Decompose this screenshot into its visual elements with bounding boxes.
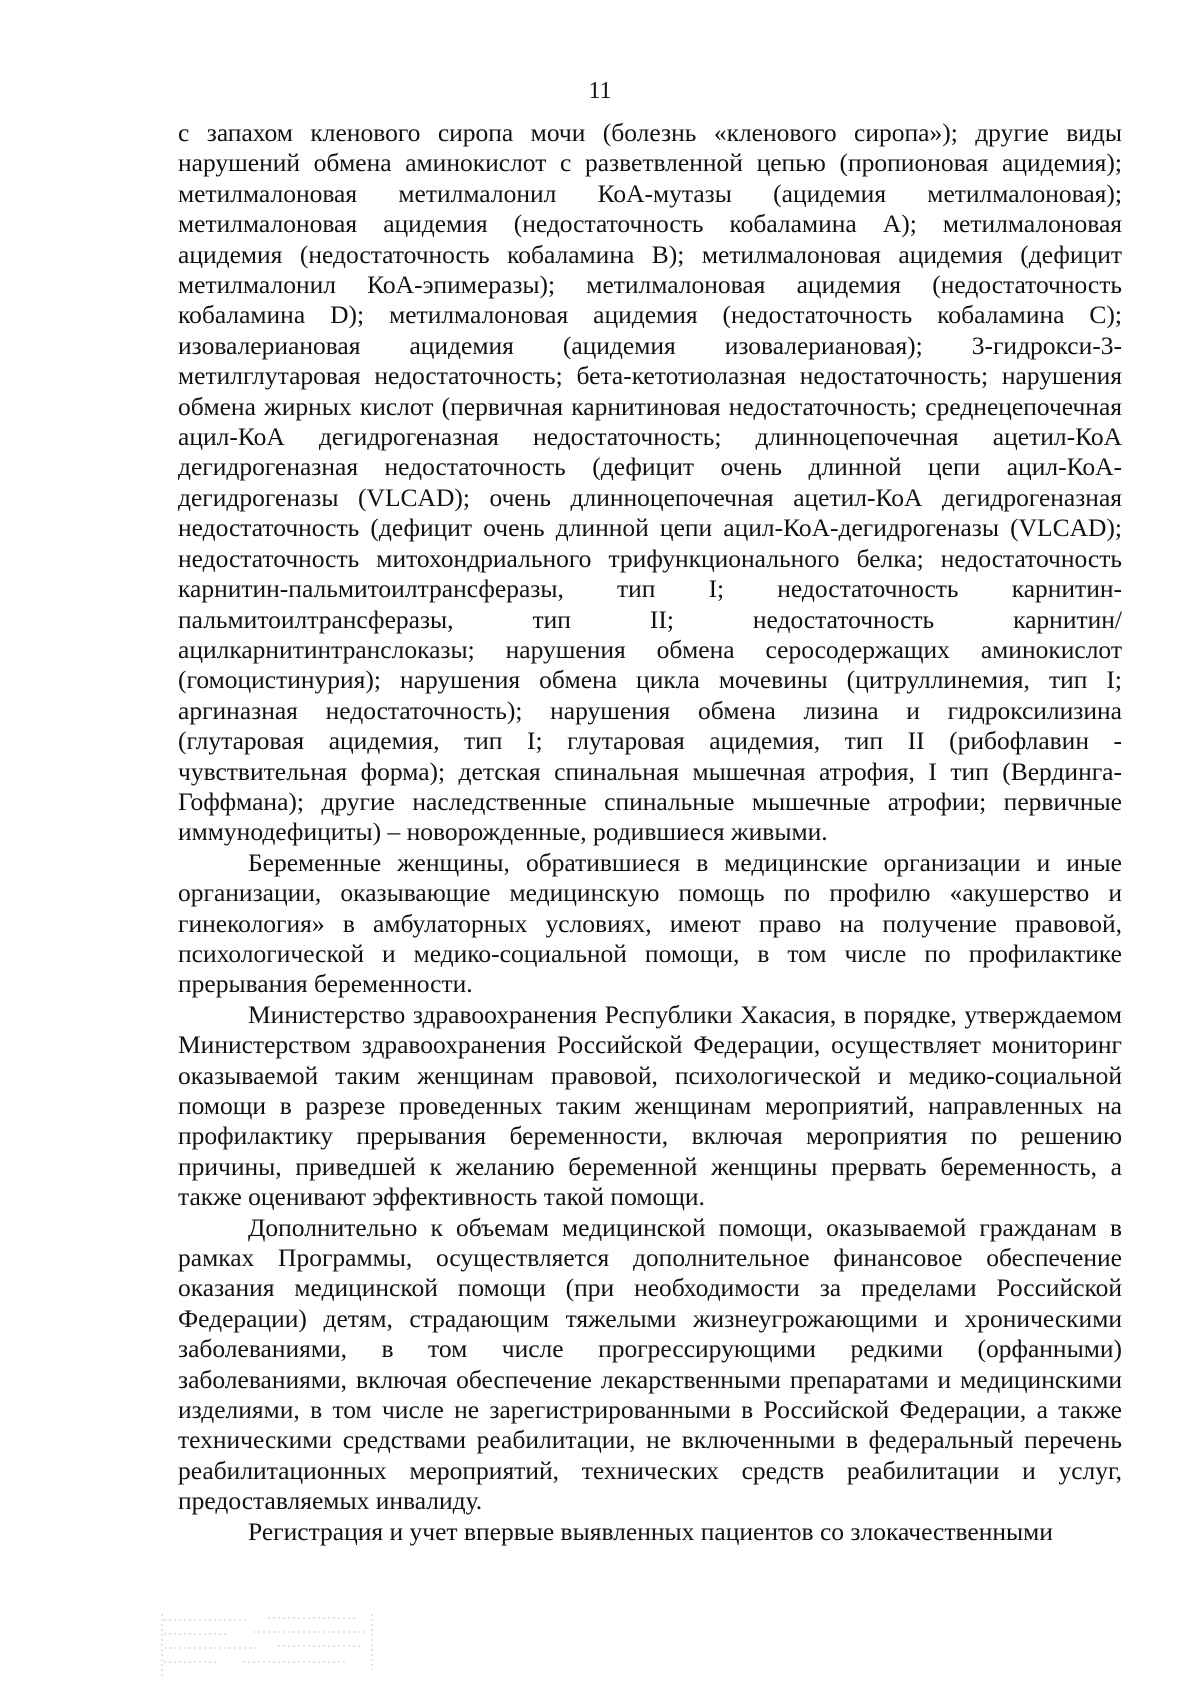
paragraph-registration: Регистрация и учет впервые выявленных пациентов со злокачественными: [248, 1516, 1053, 1546]
document-body: [178, 118, 1122, 1547]
paragraph-continued-list: с запахом кленового сиропа мочи (болезнь «кленового сиропа»); другие виды нарушений обмена аминокислот с разветвленной цепью (пропионовая ацидемия); метилмалоновая метилмалонил КоА-мутазы (ацидемия метилмалоновая); метилмалоновая ацидемия (недостаточность кобаламина А); метилмалоновая ацидемия (недостаточность кобаламина В); метилмалоновая ацидемия (дефицит метилмалонил КоА-эпимеразы); метилмалоновая ацидемия (недостаточность кобаламина D); метилмалоновая ацидемия (недостаточность кобаламина С); изовалериановая ацидемия (ацидемия изовалериановая); 3-гидрокси-3-метилглутаровая недостаточность; бета-кетотиолазная недостаточность; нарушения обмена жирных кислот (первичная карнитиновая недостаточность; среднецепочечная ацил-КоА дегидрогеназная недостаточность; длинноцепочечная ацетил-КоА дегидрогеназная недостаточность (дефицит очень длинной цепи ацил-КоА-дегидрогеназы (VLCAD); очень длинноцепочечная ацетил-КоА дегидрогеназная недостаточность (дефицит очень длинной цепи ацил-КоА-дегидрогеназы (VLCAD); недостаточность митохондриального трифункционального белка; недостаточность карнитин-пальмитоилтрансферазы, тип I; недостаточность карнитин-пальмитоилтрансферазы, тип II; недостаточность карнитин/ацилкарнитинтранслоказы; нарушения обмена серосодержащих аминокислот (гомоцистинурия); нарушения обмена цикла мочевины (цитруллинемия, тип I; аргиназная недостаточность); нарушения обмена лизина и гидроксилизина (глутаровая ацидемия, тип I; глутаровая ацидемия, тип II (рибофлавин - чувствительная форма); детская спинальная мышечная атрофия, I тип (Вердинга-Гоффмана); другие наследственные спинальные мышечные атрофии; первичные иммунодефициты) – новорожденные, родившиеся живыми.: [178, 118, 1122, 847]
paragraph-pregnant-women: Беременные женщины, обратившиеся в медицинские организации и иные организации, оказывающие медицинскую помощь по профилю «акушерство и гинекология» в амбулаторных условиях, имеют право на получение правовой, психологической и медико-социальной помощи, в том числе по профилактике прерывания беременности.: [178, 847, 1122, 999]
paragraph-ministry-monitoring: Министерство здравоохранения Республики Хакасия, в порядке, утверждаемом Министерством здравоохранения Российской Федерации, осуществляет мониторинг оказываемой таким женщинам правовой, психологической и медико-социальной помощи в разрезе проведенных таким женщинам мероприятий, направленных на профилактику прерывания беременности, включая мероприятия по решению причины, приведшей к желанию беременной женщины прервать беременность, а также оценивают эффективность такой помощи.: [178, 999, 1122, 1212]
page-number: 11: [588, 78, 612, 104]
paragraph-additional-funding: Дополнительно к объемам медицинской помощи, оказываемой гражданам в рамках Программы, осуществляется дополнительное финансовое обеспечение оказания медицинской помощи (при необходимости за пределами Российской Федерации) детям, страдающим тяжелыми жизнеугрожающими и хроническими заболеваниями, в том числе прогрессирующими редкими (орфанными) заболеваниями, включая обеспечение лекарственными препаратами и медицинскими изделиями, в том числе не зарегистрированными в Российской Федерации, а также техническими средствами реабилитации, не включенными в федеральный перечень реабилитационных мероприятий, технических средств реабилитации и услуг, предоставляемых инвалиду.: [178, 1212, 1122, 1516]
faded-stamp: [158, 1610, 376, 1680]
